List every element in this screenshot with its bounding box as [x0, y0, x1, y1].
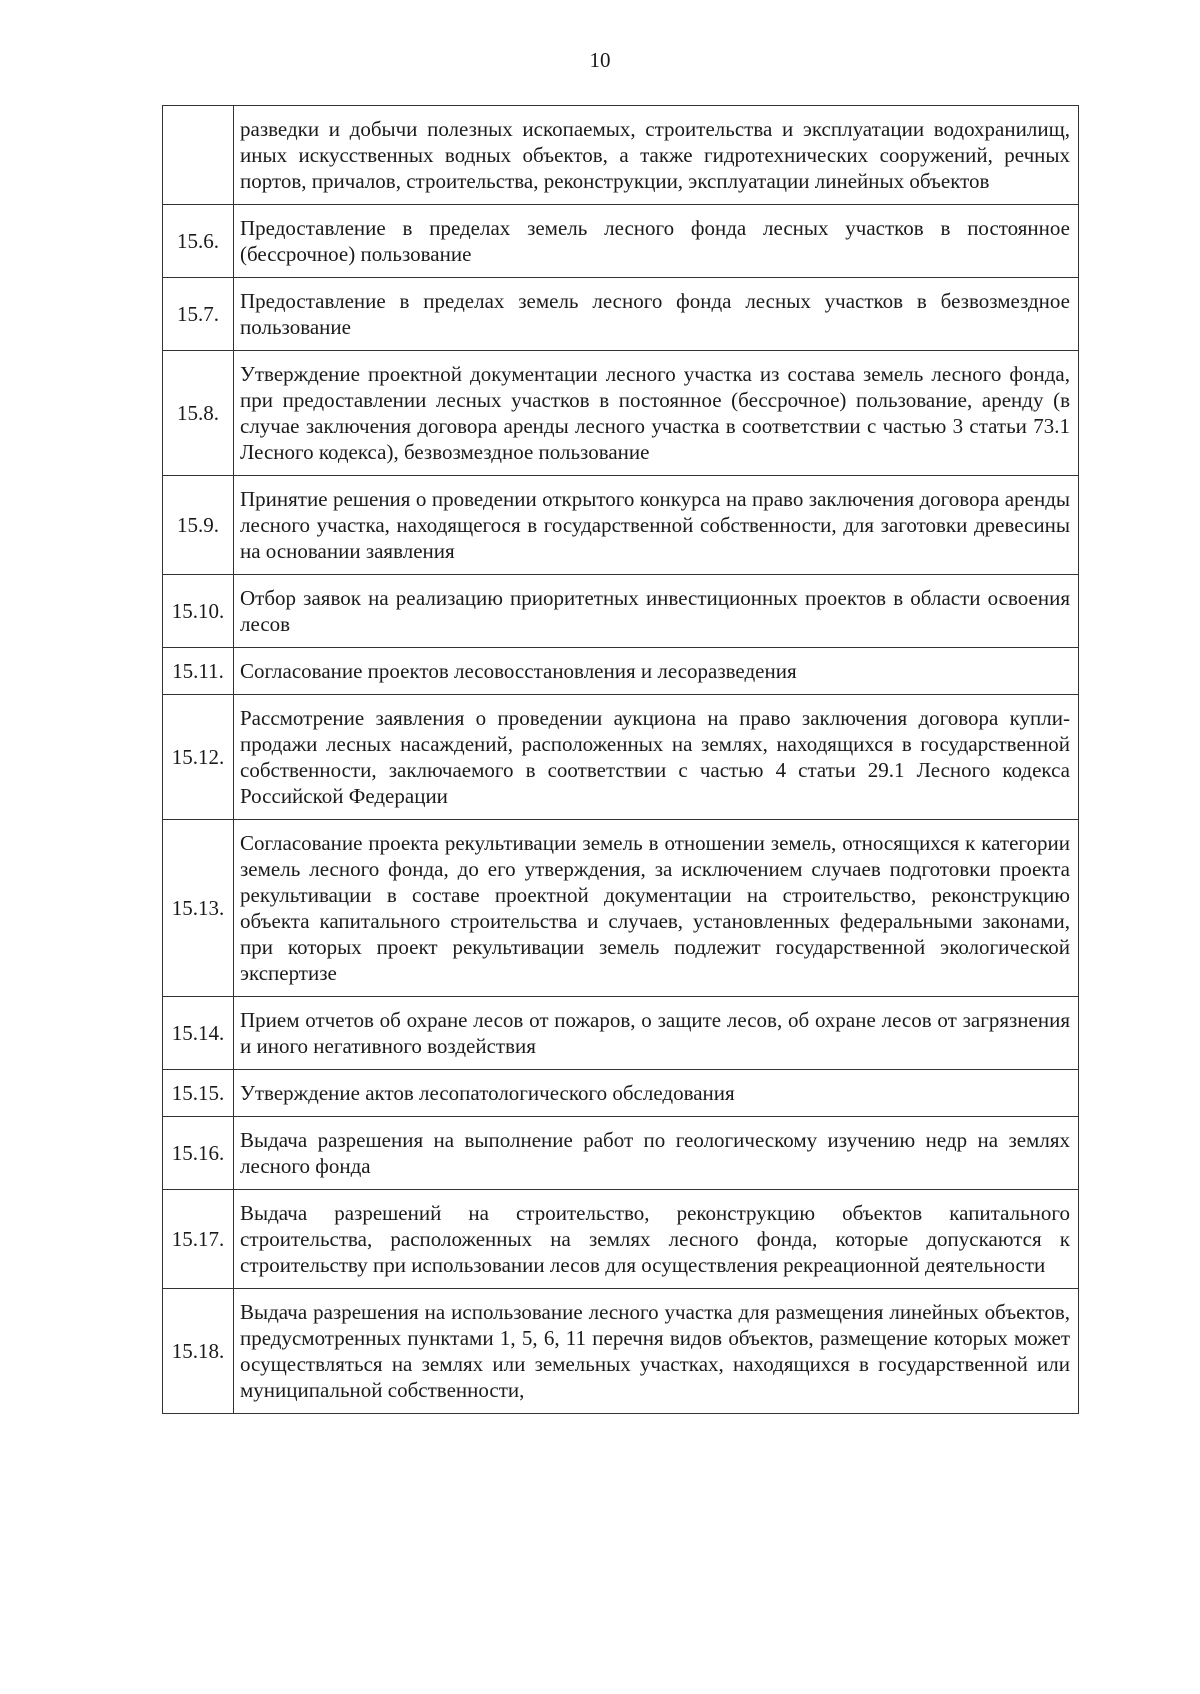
table-row — [163, 1117, 1079, 1190]
row-text: Принятие решения о проведении открытого конкурса на право заключения договора аренды лесного участка, находящегося в государственной собственности, для заготовки древесины на основании заявления — [234, 476, 1079, 575]
row-text: Выдача разрешения на использование лесного участка для размещения линейных объектов, предусмотренных пунктами 1, 5, 6, 11 перечня видов объектов, размещение которых может осуществляться на землях или земельных участках, находящихся в государственной или муниципальной собственности, — [234, 1289, 1079, 1414]
row-number: 15.17. — [163, 1190, 234, 1289]
services-table — [162, 105, 1079, 1414]
table-row — [163, 278, 1079, 351]
row-text: Согласование проекта рекультивации земель в отношении земель, относящихся к категории земель лесного фонда, до его утверждения, за исключением случаев подготовки проекта рекультивации в составе проектной документации на строительство, реконструкцию объекта капитального строительства и случаев, установленных федеральными законами, при которых проект рекультивации земель подлежит государственной экологической экспертизе — [234, 820, 1079, 997]
table-row — [163, 820, 1079, 997]
row-number: 15.7. — [163, 278, 234, 351]
row-text: Утверждение проектной документации лесного участка из состава земель лесного фонда, при предоставлении лесных участков в постоянное (бессрочное) пользование, аренду (в случае заключения договора аренды лесного участка в соответствии с частью 3 статьи 73.1 Лесного кодекса), безвозмездное пользование — [234, 351, 1079, 476]
row-text: Выдача разрешения на выполнение работ по геологическому изучению недр на землях лесного фонда — [234, 1117, 1079, 1190]
row-number: 15.15. — [163, 1070, 234, 1117]
table-row — [163, 1190, 1079, 1289]
row-text: Утверждение актов лесопатологического обследования — [234, 1070, 1079, 1117]
row-number: 15.16. — [163, 1117, 234, 1190]
page-number: 10 — [589, 48, 611, 72]
row-text: Предоставление в пределах земель лесного фонда лесных участков в постоянное (бессрочное) пользование — [234, 205, 1079, 278]
row-text: разведки и добычи полезных ископаемых, строительства и эксплуатации водохранилищ, иных искусственных водных объектов, а также гидротехнических сооружений, речных портов, причалов, строительства, реконструкции, эксплуатации линейных объектов — [234, 106, 1079, 205]
row-number: 15.9. — [163, 476, 234, 575]
table-row — [163, 106, 1079, 205]
row-number: 15.6. — [163, 205, 234, 278]
row-number: 15.13. — [163, 820, 234, 997]
table-row — [163, 1289, 1079, 1414]
row-text: Предоставление в пределах земель лесного фонда лесных участков в безвозмездное пользование — [234, 278, 1079, 351]
row-number: 15.10. — [163, 575, 234, 648]
row-text: Согласование проектов лесовосстановления и лесоразведения — [234, 648, 1079, 695]
row-text: Прием отчетов об охране лесов от пожаров, о защите лесов, об охране лесов от загрязнения и иного негативного воздействия — [234, 997, 1079, 1070]
table-row — [163, 575, 1079, 648]
table-row — [163, 648, 1079, 695]
row-number: 15.11. — [163, 648, 234, 695]
table-row — [163, 695, 1079, 820]
row-number — [163, 106, 234, 205]
table-row — [163, 1070, 1079, 1117]
row-number: 15.8. — [163, 351, 234, 476]
row-text: Рассмотрение заявления о проведении аукциона на право заключения договора купли-продажи лесных насаждений, расположенных на землях, находящихся в государственной собственности, заключаемого в соответствии с частью 4 статьи 29.1 Лесного кодекса Российской Федерации — [234, 695, 1079, 820]
row-number: 15.18. — [163, 1289, 234, 1414]
row-number: 15.12. — [163, 695, 234, 820]
table-row — [163, 205, 1079, 278]
row-text: Отбор заявок на реализацию приоритетных инвестиционных проектов в области освоения лесов — [234, 575, 1079, 648]
row-text: Выдача разрешений на строительство, реконструкцию объектов капитального строительства, расположенных на землях лесного фонда, которые допускаются к строительству при использовании лесов для осуществления рекреационной деятельности — [234, 1190, 1079, 1289]
table-row — [163, 351, 1079, 476]
row-number: 15.14. — [163, 997, 234, 1070]
table-row — [163, 997, 1079, 1070]
table-row — [163, 476, 1079, 575]
